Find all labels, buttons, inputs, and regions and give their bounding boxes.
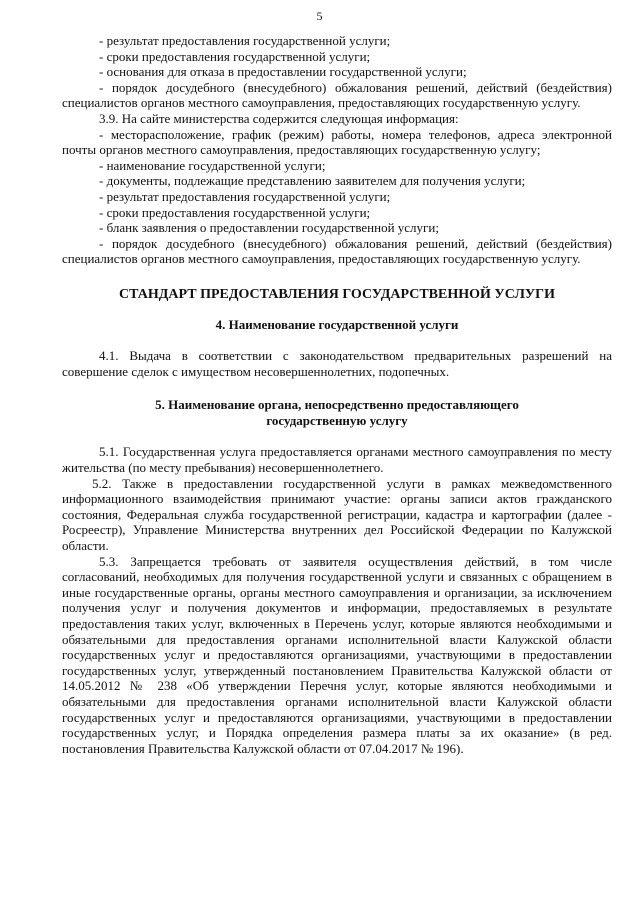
list-item: - месторасположение, график (режим) работы, номера телефонов, адреса электронной почты органов местного самоуправления, предоставляющих государственную услугу; (62, 126, 612, 158)
list-item: - результат предоставления государственной услуги; (99, 188, 391, 204)
list-item: - сроки предоставления государственной услуги; (99, 204, 371, 220)
section-heading-5 (62, 397, 612, 428)
paragraph-5-2: 5.2. Также в предоставлении государственной услуги в рамках межведомственного информационного взаимодействия принимают участие: органы записи актов гражданского состояния, Федеральная служба государственной регистрации, кадастра и картографии (далее - Росреестр), Управление Министерства внутренних дел Российской Федерации по Калужской области. (62, 475, 612, 554)
list-item: - бланк заявления о предоставлении государственной услуги; (99, 220, 439, 236)
section-heading-5-line1: 5. Наименование органа, непосредственно предоставляющего (155, 397, 519, 413)
list-item: - основания для отказа в предоставлении государственной услуги; (99, 64, 467, 80)
list-item: - порядок досудебного (внесудебного) обжалования решений, действий (бездействия) специалистов органов местного самоуправления, предоставляющих государственную услугу. (62, 235, 612, 267)
list-item: - порядок досудебного (внесудебного) обжалования решений, действий (бездействия) специалистов органов местного самоуправления, предоставляющих государственную услугу. (62, 79, 612, 111)
section-heading-standard: СТАНДАРТ ПРЕДОСТАВЛЕНИЯ ГОСУДАРСТВЕННОЙ УСЛУГИ (119, 286, 555, 302)
list-item: - результат предоставления государственной услуги; (99, 33, 391, 48)
page-number: 5 (316, 9, 323, 23)
section-heading-5-line2: государственную услугу (266, 412, 408, 428)
paragraph-5-3: 5.3. Запрещается требовать от заявителя осуществления действий, в том числе согласований, необходимых для получения государственной услуги и связанных с обращением в иные государственные органы, органы местного самоуправления и организации, за исключением получения услуг и получения документов и информации, предоставляемых в результате предоставления таких услуг, включенных в Перечень услуг, которые являются необходимыми и обязательными для предоставления органами исполнительной власти Калужской области государственных услуг и предоставляются организациями, участвующими в предоставлении государственных услуг, утвержденный постановлением Правительства Калужской области от 14.05.2012 № 238 «Об утверждении Перечня услуг, которые являются необходимыми и обязательными для предоставления органами исполнительной власти Калужской области государственных услуг и предоставляются организациями, участвующими в предоставлении государственных услуг, и Порядка определения размера платы за их оказание» (в ред. постановления Правительства Калужской области от 07.04.2017 № 196). (62, 553, 612, 756)
paragraph-3-9: 3.9. На сайте министерства содержится следующая информация: (99, 110, 459, 126)
page-content (62, 33, 612, 756)
list-item: - сроки предоставления государственной услуги; (99, 48, 371, 64)
section-heading-4: 4. Наименование государственной услуги (215, 316, 459, 332)
list-item: - документы, подлежащие представлению заявителем для получения услуги; (99, 173, 526, 189)
list-item: - наименование государственной услуги; (99, 157, 326, 173)
paragraph-4-1: 4.1. Выдача в соответствии с законодательством предварительных разрешений на совершение сделок с имуществом несовершеннолетних, подопечных. (62, 348, 612, 379)
paragraph-5-1: 5.1. Государственная услуга предоставляется органами местного самоуправления по месту жительства (по месту пребывания) несовершеннолетнего. (62, 444, 612, 476)
